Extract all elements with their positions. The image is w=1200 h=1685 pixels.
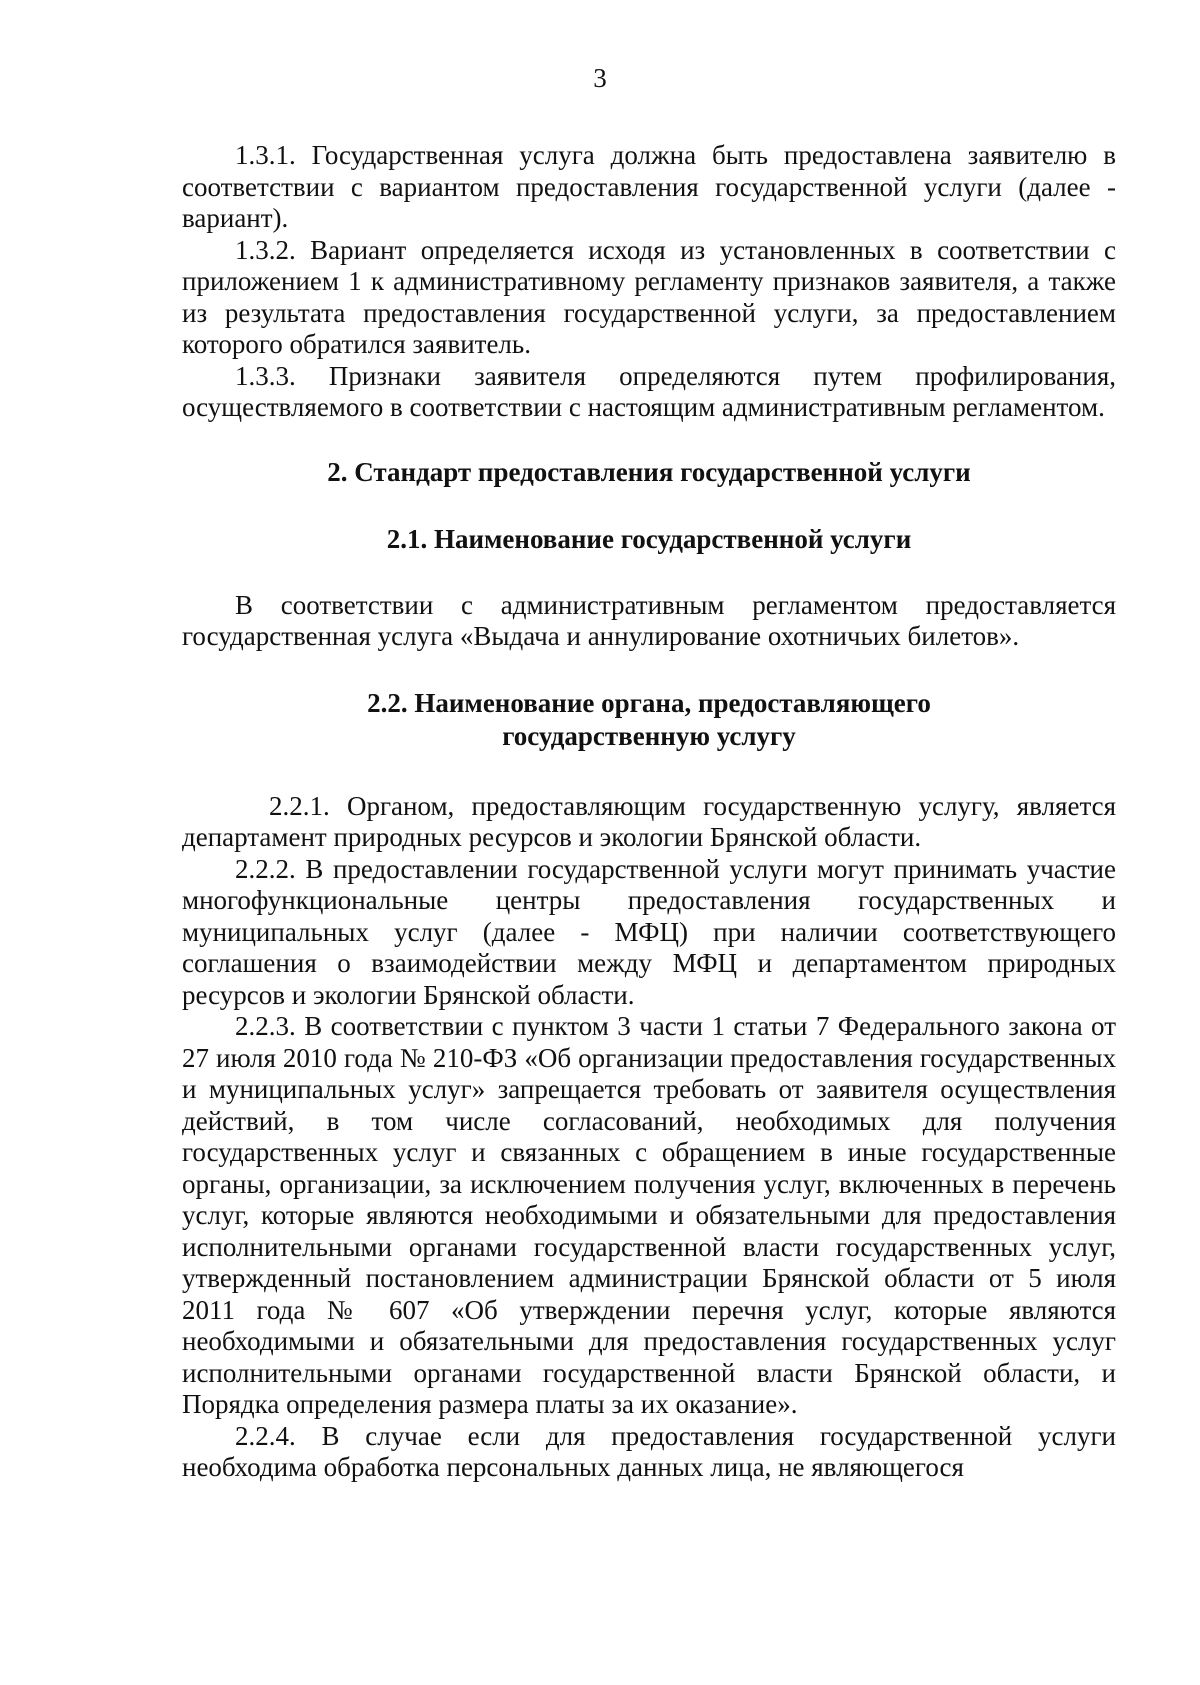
paragraph-1-3-2: 1.3.2. Вариант определяется исходя из установленных в соответствии с приложением 1 к административному регламенту признаков заявителя, а также из результата предоставления государственной услуги, за предоставлением которого обратился заявитель.	[182, 234, 1116, 359]
paragraph-2-2-4: 2.2.4. В случае если для предоставления государственной услуги необходима обработка персональных данных лица, не являющегося	[182, 1420, 1116, 1482]
paragraph-1-3-3: 1.3.3. Признаки заявителя определяются путем профилирования, осуществляемого в соответствии с настоящим административным регламентом.	[182, 360, 1116, 422]
subsection-2-1-heading: 2.1. Наименование государственной услуги	[386, 523, 912, 554]
paragraph-2-2-1: 2.2.1. Органом, предоставляющим государственную услугу, является департамент природных ресурсов и экологии Брянской области.	[182, 790, 1116, 852]
subsection-2-2-heading-line2: государственную услугу	[502, 720, 796, 751]
paragraph-2-2-2: 2.2.2. В предоставлении государственной услуги могут принимать участие многофункциональные центры предоставления государственных и муниципальных услуг (далее - МФЦ) при наличии соответствующего соглашения о взаимодействии между МФЦ и департаментом природных ресурсов и экологии Брянской области.	[182, 853, 1116, 1010]
subsection-2-2-heading-line1: 2.2. Наименование органа, предоставляющего	[367, 687, 931, 718]
document-body	[182, 140, 1116, 1484]
section-2-heading: 2. Стандарт предоставления государственной услуги	[327, 456, 971, 487]
page-number: 3	[593, 63, 607, 93]
paragraph-2-1-text: В соответствии с административным регламентом предоставляется государственная услуга «Выдача и аннулирование охотничьих билетов».	[182, 589, 1116, 651]
subsection-2-2-heading	[182, 687, 1116, 753]
paragraph-2-2-3: 2.2.3. В соответствии с пунктом 3 части 1 статьи 7 Федерального закона от 27 июля 2010 года № 210-ФЗ «Об организации предоставления государственных и муниципальных услуг» запрещается требовать от заявителя осуществления действий, в том числе согласований, необходимых для получения государственных услуг и связанных с обращением в иные государственные органы, организации, за исключением получения услуг, включенных в перечень услуг, которые являются необходимыми и обязательными для предоставления исполнительными органами государственной власти государственных услуг, утвержденный постановлением администрации Брянской области от 5 июля 2011 года № 607 «Об утверждении перечня услуг, которые являются необходимыми и обязательными для предоставления государственных услуг исполнительными органами государственной власти Брянской области, и Порядка определения размера платы за их оказание».	[182, 1011, 1116, 1419]
paragraph-1-3-1: 1.3.1. Государственная услуга должна быть предоставлена заявителю в соответствии с вариантом предоставления государственной услуги (далее - вариант).	[182, 140, 1116, 233]
